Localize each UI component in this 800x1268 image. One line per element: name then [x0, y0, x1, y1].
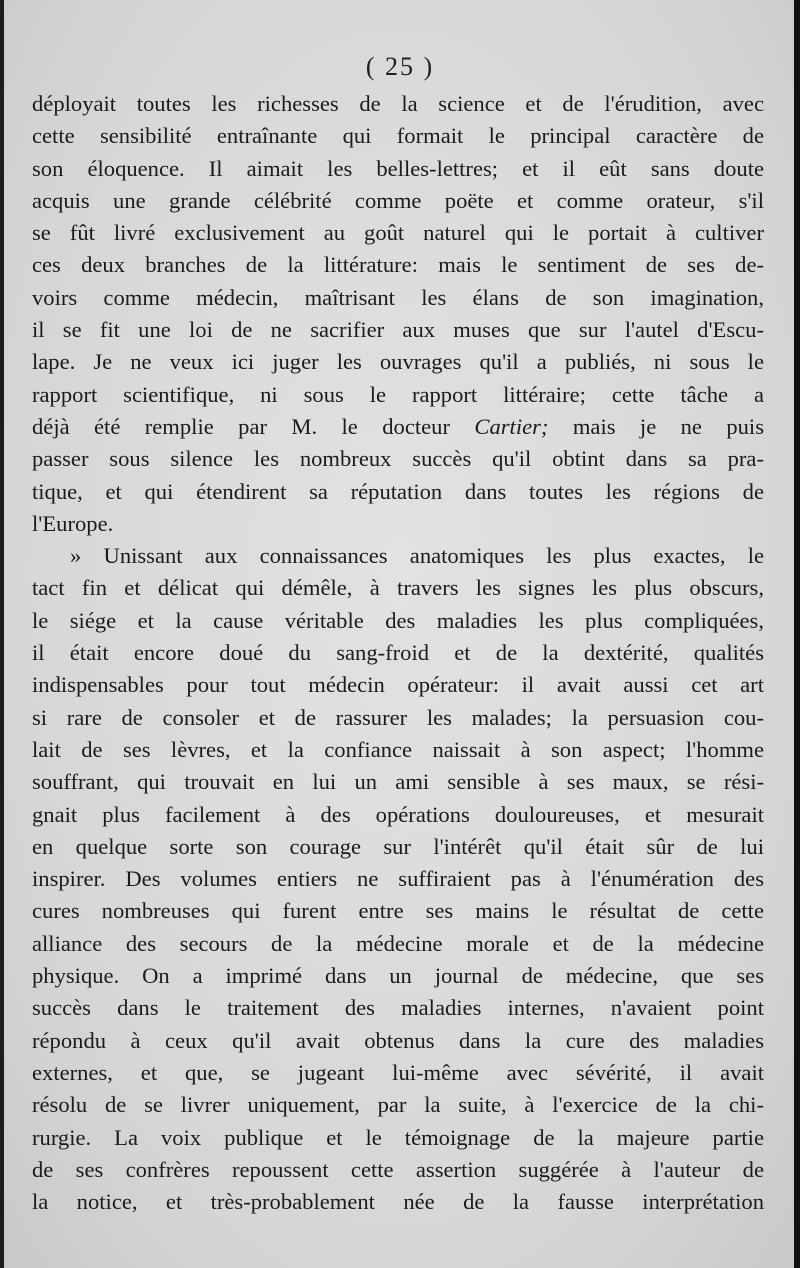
- text-line: lape. Je ne veux ici juger les ouvrages qu'il a publiés, ni sous le: [32, 349, 764, 375]
- paragraph: [32, 540, 764, 1218]
- text-line: cette sensibilité entraînante qui formait le principal caractère de: [32, 123, 764, 149]
- text-line: en quelque sorte son courage sur l'intérêt qu'il était sûr de lui: [32, 833, 764, 859]
- text-line: acquis une grande célébrité comme poëte et comme orateur, s'il: [32, 187, 764, 213]
- text-line: répondu à ceux qu'il avait obtenus dans la cure des maladies: [32, 1027, 764, 1053]
- text-line: gnait plus facilement à des opérations douloureuses, et mesurait: [32, 801, 764, 827]
- text-line: déployait toutes les richesses de la science et de l'érudition, avec: [32, 91, 764, 116]
- body-text: [32, 88, 764, 1218]
- text-line: indispensables pour tout médecin opérateur: il avait aussi cet art: [32, 672, 764, 698]
- text-line: tique, et qui étendirent sa réputation dans toutes les régions de: [32, 478, 764, 504]
- text-line: physique. On a imprimé dans un journal de médecine, que ses: [32, 963, 764, 989]
- text-line: il était encore doué du sang-froid et de la dextérité, qualités: [32, 640, 764, 666]
- text-line: cures nombreuses qui furent entre ses mains le résultat de cette: [32, 898, 764, 924]
- text-line: la notice, et très-probablement née de la fausse interprétation: [32, 1189, 764, 1215]
- text-line: lait de ses lèvres, et la confiance naissait à son aspect; l'homme: [32, 736, 764, 762]
- text-line: » Unissant aux connaissances anatomiques les plus exactes, le: [70, 543, 764, 569]
- text-line: externes, et que, se jugeant lui-même avec sévérité, il avait: [32, 1059, 764, 1085]
- text-line: de ses confrères repoussent cette assertion suggérée à l'auteur de: [32, 1156, 764, 1182]
- text-line: souffrant, qui trouvait en lui un ami sensible à ses maux, se rési-: [32, 769, 764, 795]
- text-line: son éloquence. Il aimait les belles-lettres; et il eût sans doute: [32, 155, 764, 181]
- text-line: se fût livré exclusivement au goût naturel qui le portait à cultiver: [32, 220, 764, 246]
- text-line: il se fit une loi de ne sacrifier aux muses que sur l'autel d'Escu-: [32, 317, 764, 343]
- text-line: déjà été remplie par M. le docteur Cartier; mais je ne puis: [32, 413, 765, 439]
- page-number: ( 25 ): [365, 52, 435, 81]
- text-line: l'Europe.: [32, 510, 114, 536]
- text-line: tact fin et délicat qui démêle, à travers les signes les plus obscurs,: [32, 575, 764, 601]
- text-line: le siége et la cause véritable des maladies les plus compliquées,: [32, 607, 764, 633]
- text-line: ces deux branches de la littérature: mais le sentiment de ses de-: [32, 252, 764, 278]
- text-line: succès dans le traitement des maladies internes, n'avaient point: [32, 995, 764, 1021]
- text-line: rapport scientifique, ni sous le rapport littéraire; cette tâche a: [32, 381, 764, 407]
- text-line: rurgie. La voix publique et le témoignage de la majeure partie: [32, 1124, 764, 1150]
- text-line: voirs comme médecin, maîtrisant les élans de son imagination,: [32, 284, 764, 310]
- text-line: si rare de consoler et de rassurer les malades; la persuasion cou-: [32, 704, 764, 730]
- text-line: alliance des secours de la médecine morale et de la médecine: [32, 930, 764, 956]
- text-line: inspirer. Des volumes entiers ne suffiraient pas à l'énumération des: [32, 866, 764, 892]
- paragraph: [32, 88, 764, 540]
- page-edge-shadow: [794, 0, 800, 1268]
- text-line: passer sous silence les nombreux succès qu'il obtint dans sa pra-: [32, 446, 764, 472]
- text-line: résolu de se livrer uniquement, par la suite, à l'exercice de la chi-: [32, 1092, 764, 1118]
